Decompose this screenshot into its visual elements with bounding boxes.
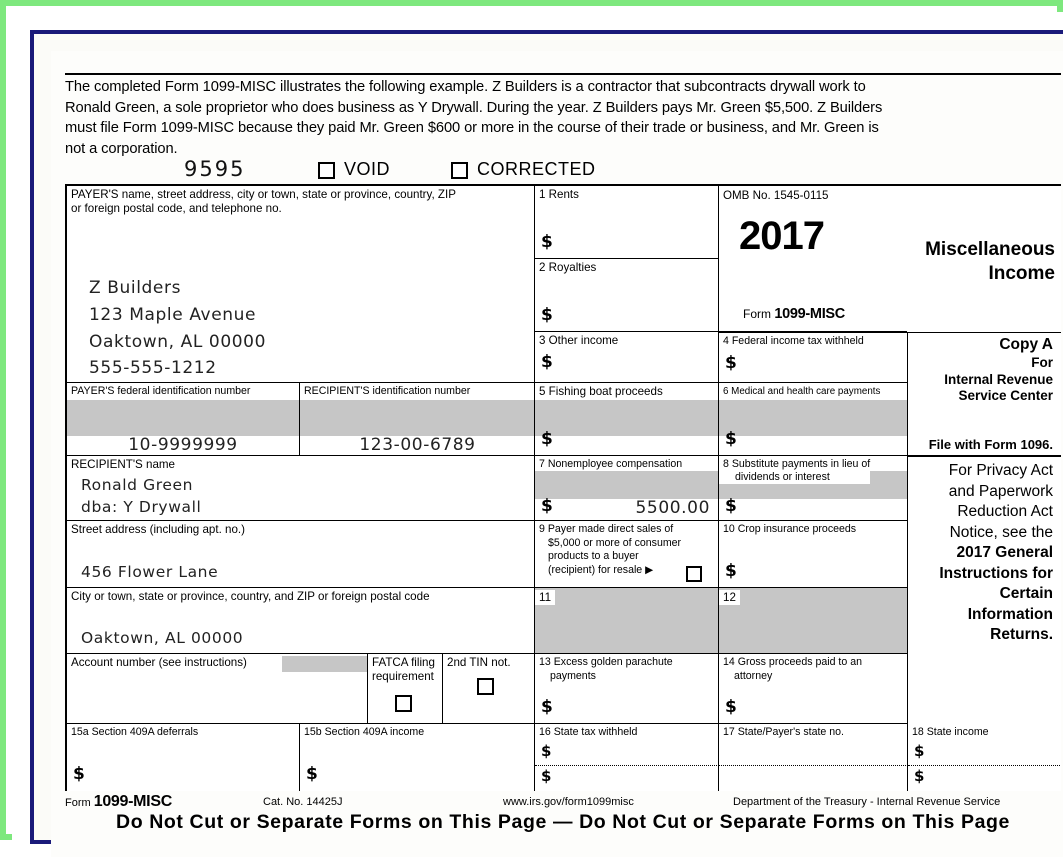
void-checkbox[interactable] — [318, 162, 335, 179]
box-6-shade — [719, 400, 907, 436]
copy-a-label: Copy A — [999, 336, 1053, 353]
box-9-label-line-3: products to a buyer — [548, 550, 639, 562]
box-17-state-payer-state-no[interactable] — [718, 724, 907, 791]
box-18-dollar-sign-1: $ — [914, 742, 925, 760]
box-7-value: 5500.00 — [635, 498, 710, 518]
box-13-dollar-sign: $ — [541, 697, 553, 717]
copy-irs-line-1: Internal Revenue — [944, 371, 1053, 387]
box-6-medical-health-care-payments[interactable] — [718, 383, 907, 456]
account-number-label: Account number (see instructions) — [71, 656, 247, 669]
intro-paragraph — [65, 77, 1063, 159]
payer-city-value: Oaktown, AL 00000 — [89, 332, 266, 352]
box-18-dollar-sign-2: $ — [914, 767, 925, 785]
payer-tin-shade — [67, 400, 299, 436]
fatca-label-line-2: requirement — [372, 670, 434, 683]
recipient-name-cell[interactable] — [67, 456, 534, 521]
omb-number: OMB No. 1545-0115 — [723, 189, 829, 202]
box-15b-section-409a-income[interactable] — [299, 724, 534, 791]
privacy-act-cell — [907, 456, 1061, 752]
footer-form-name: 1099-MISC — [93, 793, 172, 810]
box-8-dollar-sign: $ — [725, 496, 737, 516]
payer-label-line-1: PAYER'S name, street address, city or town, state or province, country, ZIP — [71, 188, 456, 201]
privacy-line-1: For Privacy Act — [948, 462, 1053, 479]
box-9-label-line-2: $5,000 or more of consumer — [548, 536, 682, 549]
fatca-filing-requirement-cell[interactable] — [367, 654, 442, 724]
box-18-label: 18 State income — [912, 726, 989, 738]
box-16-state-tax-withheld[interactable] — [534, 724, 718, 791]
box-18-divider — [908, 765, 1061, 766]
payer-info-cell[interactable] — [67, 186, 534, 383]
account-number-cell[interactable] — [67, 654, 367, 724]
fatca-label-line-1: FATCA filing — [372, 656, 435, 669]
box-12-label: 12 — [719, 590, 740, 605]
box-6-label: 6 Medical and health care payments — [723, 386, 881, 397]
box-2-royalties[interactable] — [534, 259, 718, 332]
corrected-label: CORRECTED — [477, 159, 596, 179]
box-3-label: 3 Other income — [539, 334, 619, 347]
recipient-tin-shade — [300, 400, 534, 436]
intro-divider — [65, 73, 1061, 75]
copy-irs-line-2: Service Center — [958, 388, 1053, 403]
payer-name-value: Z Builders — [89, 278, 182, 298]
payer-street-value: 123 Maple Avenue — [89, 305, 257, 325]
box-4-label: 4 Federal income tax withheld — [723, 335, 864, 347]
box-4-dollar-sign: $ — [725, 353, 737, 373]
box-3-dollar-sign: $ — [541, 352, 553, 372]
box-17-divider — [719, 765, 907, 766]
privacy-line-4: Notice, see the — [949, 523, 1053, 541]
recipient-name-value: Ronald Green — [81, 476, 194, 494]
box-15b-dollar-sign: $ — [306, 764, 318, 784]
box-10-dollar-sign: $ — [725, 561, 737, 581]
box-7-label: 7 Nonemployee compensation — [539, 458, 683, 470]
box-14-dollar-sign: $ — [725, 697, 737, 717]
second-tin-notice-cell[interactable] — [442, 654, 534, 724]
year-prefix: 20 — [739, 214, 782, 258]
omb-year-cell — [718, 186, 907, 332]
box-8-substitute-payments[interactable] — [718, 456, 907, 521]
box-7-shade — [535, 471, 718, 499]
recipient-city-label: City or town, state or province, country, and ZIP or foreign postal code — [71, 590, 430, 603]
copy-for-label: For — [1031, 355, 1053, 370]
recipient-tin-value: 123-00-6789 — [359, 435, 476, 455]
box-9-direct-sales[interactable] — [534, 521, 718, 588]
footer-department: Department of the Treasury - Internal Revenue Service — [733, 796, 1001, 808]
box-8-label-line-1: 8 Substitute payments in lieu of — [723, 458, 871, 470]
recipient-name-label: RECIPIENT'S name — [71, 458, 176, 471]
box-15a-section-409a-deferrals[interactable] — [67, 724, 299, 791]
recipient-dba-value: dba: Y Drywall — [81, 498, 202, 516]
copy-a-cell — [907, 332, 1061, 456]
second-tin-checkbox[interactable] — [477, 678, 494, 695]
box-14-gross-proceeds-attorney[interactable] — [718, 654, 907, 724]
recipient-street-label: Street address (including apt. no.) — [71, 523, 246, 536]
form-title-cell — [907, 186, 1061, 332]
intro-line-2: Ronald Green, a sole proprietor who does business as Y Drywall. During the year. Z Builders pays Mr. Green $5,500. Z Builders — [65, 99, 883, 116]
box-4-federal-income-tax-withheld[interactable] — [718, 332, 907, 383]
box-14-label-line-2: attorney — [734, 669, 773, 682]
privacy-bold-line-5: Returns. — [990, 626, 1053, 643]
recipient-tin-label: RECIPIENT'S identification number — [304, 385, 471, 397]
payer-phone-value: 555-555-1212 — [89, 358, 217, 378]
payer-tin-value: 10-9999999 — [128, 435, 238, 455]
form-serial-number: 9595 — [184, 157, 246, 181]
box-1-dollar-sign: $ — [541, 232, 553, 252]
footer-form-id — [65, 793, 172, 811]
box-1-label: 1 Rents — [539, 188, 579, 201]
privacy-line-3: Reduction Act — [957, 503, 1053, 520]
box-12-shade — [719, 588, 907, 654]
intro-line-1: The completed Form 1099-MISC illustrates the following example. Z Builders is a contractor that subcontracts drywall work to — [65, 79, 866, 95]
recipient-city-value: Oaktown, AL 00000 — [81, 629, 244, 647]
box-13-label-line-2: payments — [550, 669, 596, 682]
box-2-label: 2 Royalties — [539, 261, 597, 274]
box-15a-dollar-sign: $ — [73, 764, 85, 784]
box-10-label: 10 Crop insurance proceeds — [723, 523, 857, 535]
footer-website[interactable]: www.irs.gov/form1099misc — [503, 796, 634, 808]
box-13-excess-golden-parachute[interactable] — [534, 654, 718, 724]
form-page — [51, 51, 1063, 857]
box-9-checkbox[interactable] — [686, 566, 702, 582]
recipient-street-value: 456 Flower Lane — [81, 563, 219, 581]
box-9-label-line-4: (recipient) for resale ▶ — [548, 563, 654, 576]
box-11[interactable] — [534, 588, 718, 654]
box-5-label: 5 Fishing boat proceeds — [539, 385, 663, 398]
form-header-row — [154, 159, 674, 185]
privacy-line-2: and Paperwork — [948, 482, 1053, 500]
box-13-label-line-1: 13 Excess golden parachute — [539, 656, 673, 668]
recipient-street-cell[interactable] — [67, 521, 534, 588]
box-7-dollar-sign: $ — [541, 496, 553, 516]
privacy-bold-line-2: Instructions for — [939, 564, 1053, 582]
payer-label-line-2: or foreign postal code, and telephone no. — [71, 202, 282, 215]
void-label: VOID — [344, 159, 391, 179]
box-2-dollar-sign: $ — [541, 305, 553, 325]
box-15a-label: 15a Section 409A deferrals — [71, 726, 199, 738]
box-6-dollar-sign: $ — [725, 429, 737, 449]
intro-line-3: must file Form 1099-MISC because they paid Mr. Green $600 or more in the course of their trade or business, and Mr. Green is — [65, 120, 879, 136]
corrected-checkbox[interactable] — [451, 162, 468, 179]
file-with-form-1096: File with Form 1096. — [928, 437, 1053, 452]
box-11-shade — [535, 588, 718, 654]
privacy-bold-line-1: 2017 General — [956, 544, 1053, 561]
box-16-dollar-sign-1: $ — [541, 742, 552, 760]
intro-line-4: not a corporation. — [65, 140, 178, 157]
form-1099-misc-grid — [65, 184, 1061, 791]
box-12[interactable] — [718, 588, 907, 654]
box-8-label-line-2: dividends or interest — [735, 471, 830, 483]
second-tin-label: 2nd TIN not. — [447, 656, 511, 669]
form-footer — [65, 793, 1061, 845]
box-7-nonemployee-compensation[interactable] — [534, 456, 718, 521]
recipient-tin-cell[interactable] — [299, 383, 534, 456]
privacy-bold-line-3: Certain — [999, 585, 1053, 602]
box-1-rents[interactable] — [534, 186, 718, 259]
account-number-shade — [282, 656, 367, 672]
navy-border — [30, 30, 1063, 844]
footer-form-prefix: Form — [65, 797, 91, 809]
payer-tin-label: PAYER'S federal identification number — [71, 385, 251, 397]
do-not-cut-notice: Do Not Cut or Separate Forms on This Page — Do Not Cut or Separate Forms on This Page — [116, 811, 1010, 833]
box-5-dollar-sign: $ — [541, 429, 553, 449]
box-9-label-line-1: 9 Payer made direct sales of — [539, 523, 674, 535]
box-10-crop-insurance-proceeds[interactable] — [718, 521, 907, 588]
box-3-other-income[interactable] — [534, 332, 718, 383]
box-18-state-income[interactable] — [907, 724, 1061, 791]
box-16-label: 16 State tax withheld — [539, 726, 638, 738]
form-title-line-1: Miscellaneous — [925, 239, 1055, 260]
box-16-dollar-sign-2: $ — [541, 767, 552, 785]
box-17-label: 17 State/Payer's state no. — [723, 726, 844, 738]
payer-tin-cell[interactable] — [67, 383, 299, 456]
box-15b-label: 15b Section 409A income — [304, 726, 425, 738]
box-14-label-line-1: 14 Gross proceeds paid to an — [723, 656, 862, 668]
footer-cat-no: Cat. No. 14425J — [263, 796, 343, 808]
form-title-line-2: Income — [988, 263, 1055, 284]
year-suffix: 17 — [781, 214, 824, 258]
box-16-divider — [535, 765, 718, 766]
fatca-checkbox[interactable] — [395, 695, 412, 712]
box-11-label: 11 — [535, 590, 555, 605]
box-5-fishing-boat-proceeds[interactable] — [534, 383, 718, 456]
omb-form-prefix: Form — [743, 307, 771, 321]
white-gap-border — [12, 12, 1063, 840]
omb-form-name: 1099-MISC — [774, 306, 845, 322]
box-5-shade — [535, 400, 718, 436]
privacy-bold-line-4: Information — [967, 605, 1053, 623]
recipient-city-cell[interactable] — [67, 588, 534, 654]
